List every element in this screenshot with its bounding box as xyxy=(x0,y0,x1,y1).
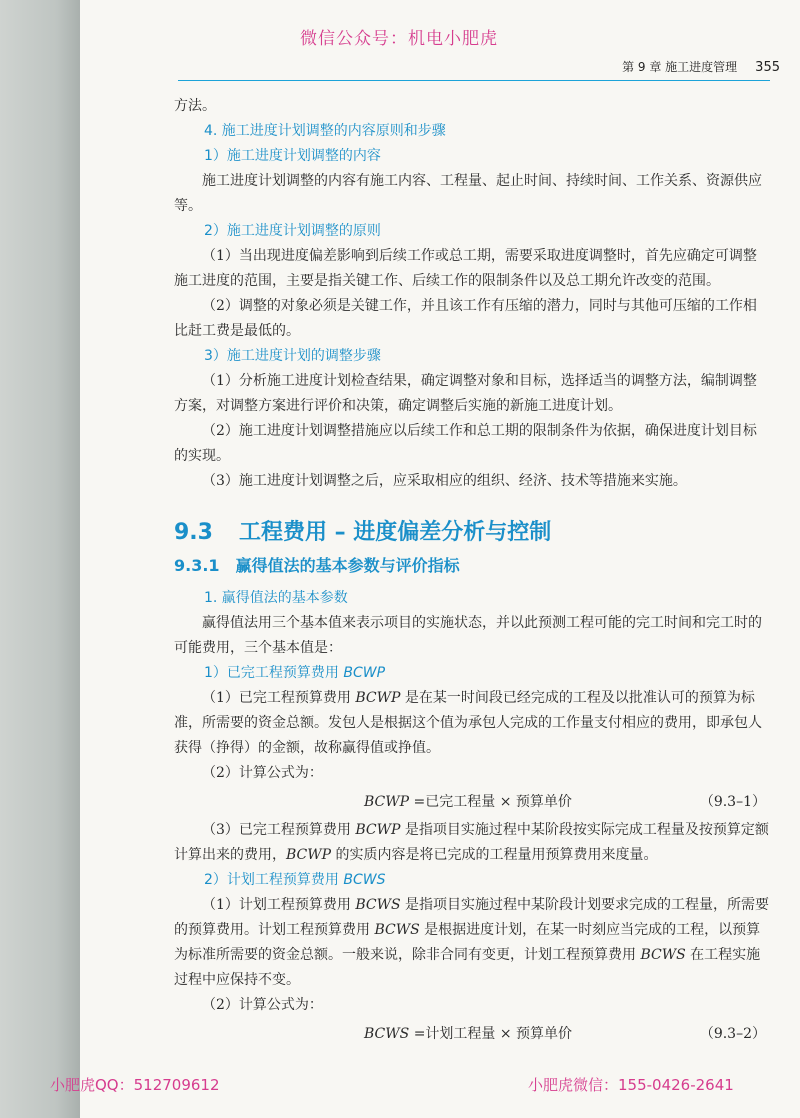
paragraph-bcws-2: （2）计算公式为： xyxy=(202,997,323,1013)
text-span: （1）计划工程预算费用 xyxy=(202,897,356,913)
variable-bcws: BCWS xyxy=(355,897,401,913)
heading-4-1: 1）施工进度计划调整的内容 xyxy=(204,148,381,164)
section-heading-9-3 xyxy=(174,516,770,550)
paragraph-bcws-1 xyxy=(174,893,770,993)
subsection-title: 赢得值法的基本参数与评价指标 xyxy=(235,556,460,575)
paragraph-4-3c: （3）施工进度计划调整之后，应采取相应的组织、经济、技术等措施来实施。 xyxy=(202,473,687,489)
page-body xyxy=(174,94,770,1050)
subsection-heading-9-3-1 xyxy=(174,552,770,580)
heading-4-3: 3）施工进度计划的调整步骤 xyxy=(204,348,381,364)
variable-bcws: BCWS xyxy=(364,1026,410,1042)
paragraph-4-3b: （2）施工进度计划调整措施应以后续工作和总工期的限制条件为依据，确保进度计划目标的实现。 xyxy=(174,423,757,464)
variable-bcwp: BCWP xyxy=(355,822,401,838)
variable-bcwp: BCWP xyxy=(286,847,332,863)
text-span: 是在某一时间段已经完成的工程及以批准认可的预算为标准，所需要的资金总额。发包人是根据这个值为承包人完成的工作量支付相应的费用，即承包人获得（挣得）的金额，故称赢得值或挣值。 xyxy=(174,690,762,756)
paragraph-bcwp-3 xyxy=(174,818,770,868)
chapter-title: 第 9 章 施工进度管理 xyxy=(622,60,738,74)
paragraph-4-1: 施工进度计划调整的内容有施工内容、工程量、起止时间、持续时间、工作关系、资源供应等。 xyxy=(174,173,762,214)
paragraph-1: 赢得值法用三个基本值来表示项目的实施状态，并以此预测工程可能的完工时间和完工时的可能费用，三个基本值是： xyxy=(174,615,762,656)
heading-bcws xyxy=(174,868,770,893)
text-span: （3）已完工程预算费用 xyxy=(202,822,356,838)
heading-bcwp-var: BCWP xyxy=(343,665,386,681)
heading-4-2: 2）施工进度计划调整的原则 xyxy=(204,223,381,239)
formula-9-3-2 xyxy=(174,1020,770,1048)
heading-bcwp-text: 1）已完工程预算费用 xyxy=(204,665,344,681)
text-span: 是指项目实施过程中某阶段计划要求完成的工程量，所需要的预算费用。计划工程预算费用 xyxy=(174,897,770,938)
text-span: 的实质内容是将已完成的工程量用预算费用来度量。 xyxy=(331,847,658,863)
text-span: （1）已完工程预算费用 xyxy=(202,690,356,706)
text-span: 是根据进度计划，在某一时刻应当完成的工程，以预算为标准所需要的资金总额。一般来说，除非合同有变更，计划工程预算费用 xyxy=(174,922,761,963)
formula-9-3-1 xyxy=(174,788,770,816)
heading-bcws-var: BCWS xyxy=(343,872,386,888)
text-span: 是指项目实施过程中某阶段按实际完成工程量及按预算定额计算出来的费用， xyxy=(174,822,769,863)
header-rule xyxy=(178,80,770,81)
variable-bcws: BCWS xyxy=(640,947,686,963)
paragraph-bcwp-1 xyxy=(174,686,770,761)
heading-bcws-text: 2）计划工程预算费用 xyxy=(204,872,344,888)
paragraph-4-2b: （2）调整的对象必须是关键工作，并且该工作有压缩的潜力，同时与其他可压缩的工作相比赶工费是最低的。 xyxy=(174,298,757,339)
heading-1: 1. 赢得值法的基本参数 xyxy=(204,590,348,606)
heading-bcwp xyxy=(174,661,770,686)
section-number: 9.3 xyxy=(174,520,213,545)
book-spine-shadow xyxy=(0,0,80,1118)
variable-bcwp: BCWP xyxy=(355,690,401,706)
section-title: 工程费用 – 进度偏差分析与控制 xyxy=(238,520,552,545)
running-header xyxy=(590,58,780,75)
formula-rhs: =已完工程量 × 预算单价 xyxy=(409,794,572,810)
formula-number: （9.3–2） xyxy=(699,1026,766,1042)
heading-4: 4. 施工进度计划调整的内容原则和步骤 xyxy=(204,123,446,139)
variable-bcws: BCWS xyxy=(374,922,420,938)
page-number: 355 xyxy=(755,60,780,75)
text-span: 在工程实施过程中应保持不变。 xyxy=(174,947,761,988)
subsection-number: 9.3.1 xyxy=(174,556,220,575)
paragraph-4-3a: （1）分析施工进度计划检查结果，确定调整对象和目标，选择适当的调整方法，编制调整方案，对调整方案进行评价和决策，确定调整后实施的新施工进度计划。 xyxy=(174,373,757,414)
paragraph-4-2a: （1）当出现进度偏差影响到后续工作或总工期，需要采取进度调整时，首先应确定可调整施工进度的范围，主要是指关键工作、后续工作的限制条件以及总工期允许改变的范围。 xyxy=(174,248,757,289)
formula-rhs: =计划工程量 × 预算单价 xyxy=(409,1026,573,1042)
watermark-bottom-right: 小肥虎微信：155-0426-2641 xyxy=(528,1076,734,1094)
paragraph-bcwp-2: （2）计算公式为： xyxy=(202,765,323,781)
watermark-bottom-left: 小肥虎QQ：512709612 xyxy=(50,1076,220,1094)
watermark-top: 微信公众号：机电小肥虎 xyxy=(300,29,498,49)
formula-expression xyxy=(364,1020,572,1048)
formula-expression xyxy=(364,788,572,816)
variable-bcwp: BCWP xyxy=(364,794,410,810)
paragraph-intro: 方法。 xyxy=(174,98,216,114)
formula-number: （9.3–1） xyxy=(699,794,766,810)
